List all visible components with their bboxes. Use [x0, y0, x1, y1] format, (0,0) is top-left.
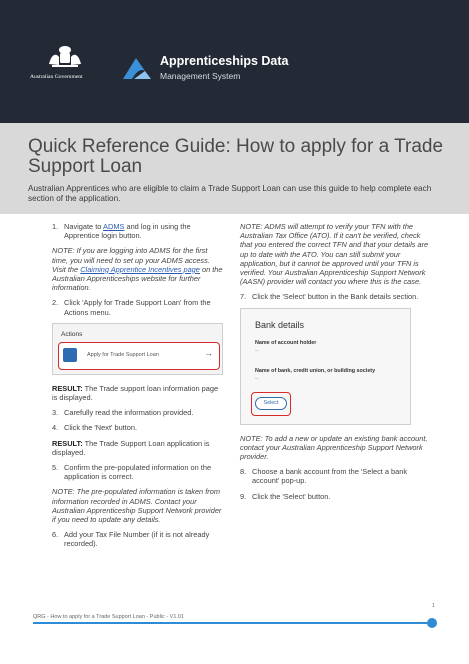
footer-dot	[427, 618, 437, 628]
step-text	[64, 222, 223, 240]
australian-government-logo	[30, 44, 100, 88]
step-number: 7.	[240, 292, 247, 302]
bank-details-title: Bank details	[255, 319, 305, 330]
step-text: Click 'Apply for Trade Support Loan' from the Actions menu.	[64, 298, 211, 317]
bank-name-label: Name of bank, credit union, or building society	[255, 367, 376, 374]
note-1-pre: NOTE: If you are logging into ADMS for the first time, you will need to set up your ADMS access. Visit the	[52, 246, 210, 274]
step-text: Choose a bank account from the 'Select a bank account' pop-up.	[252, 467, 408, 486]
select-button[interactable]: Select	[255, 397, 287, 410]
result-1	[52, 384, 223, 402]
note-first-login	[52, 246, 223, 292]
left-column	[52, 222, 223, 555]
government-label: Australian Government	[30, 74, 83, 80]
result-label: RESULT:	[52, 438, 83, 448]
page-title: Quick Reference Guide: How to apply for a Trade Support Loan	[28, 136, 444, 177]
step-8	[240, 467, 432, 485]
step-text: Click the 'Select' button.	[252, 491, 331, 501]
actions-item-label: Apply for Trade Support Loan	[87, 351, 159, 358]
app-title: Apprenticeships Data	[160, 54, 289, 68]
actions-menu-screenshot	[52, 323, 223, 375]
page-number: 1	[432, 603, 435, 609]
coat-of-arms-icon	[46, 44, 84, 70]
note-1-post: on the Australian Apprenticeships website for further information.	[52, 264, 223, 293]
bank-name-value: --	[255, 375, 259, 382]
step-text: Add your Tax File Number (if it is not already recorded).	[64, 530, 210, 549]
result-text: The Trade support loan information page is displayed.	[52, 383, 219, 403]
step-text: Click the 'Select' button in the Bank details section.	[252, 292, 419, 302]
step-text: Confirm the pre-populated information on the application is correct.	[64, 463, 212, 482]
intro-text: Australian Apprentices who are eligible to claim a Trade Support Loan can use this guide to help complete each section of the application.	[28, 184, 432, 203]
adms-link[interactable]: ADMS	[103, 222, 125, 231]
step-5	[52, 463, 223, 481]
app-subtitle: Management System	[160, 71, 241, 81]
step-1	[52, 222, 223, 240]
step-number: 3.	[52, 408, 59, 418]
apply-trade-support-loan-item[interactable]	[58, 342, 220, 370]
note-tfn-verification: NOTE: ADMS will attempt to verify your TFN with the Australian Tax Office (ATO). If it can't be verified, check that you entered the correct TFN and that your details are up to date with the ATO. You can still submit your application, but it cannot be approved until your TFN is verified. Your Australian Apprenticeship Support Network (AASN) provider will contact you where this is the case.	[240, 222, 429, 287]
step-2	[52, 298, 223, 316]
bank-details-screenshot	[240, 308, 411, 425]
step-9	[240, 492, 432, 501]
step-text: Carefully read the information provided.	[64, 408, 194, 418]
result-2	[52, 439, 223, 457]
step-3	[52, 408, 223, 417]
actions-heading: Actions	[61, 330, 83, 338]
step-number: 4.	[52, 423, 59, 433]
footer-text: QRG - How to apply for a Trade Support Loan - Public - V1.01	[33, 614, 185, 620]
step-number: 1.	[52, 222, 59, 231]
step-number: 5.	[52, 463, 59, 473]
right-column	[240, 222, 432, 507]
account-holder-value: --	[255, 347, 259, 354]
step-6	[52, 530, 223, 548]
document-icon	[63, 348, 77, 362]
result-label: RESULT:	[52, 383, 83, 393]
note-bank-update: NOTE: To add a new or update an existing bank account, contact your Australian Apprenticeship Support Network provider.	[240, 433, 428, 462]
step-7	[240, 292, 432, 301]
note-prepopulated: NOTE: The pre-populated information is taken from information recorded in ADMS. Contact your Australian Apprenticeship Support Network provider if you need to update any details.	[52, 487, 222, 525]
step-number: 2.	[52, 298, 59, 308]
result-text: The Trade Support Loan application is displayed.	[52, 438, 210, 457]
step-1-post: and log in using the Apprentice login button.	[64, 222, 191, 241]
footer-rule	[33, 622, 432, 624]
step-number: 9.	[240, 491, 247, 501]
step-number: 6.	[52, 530, 59, 540]
step-text: Click the 'Next' button.	[64, 423, 138, 433]
adms-logo-icon	[119, 55, 155, 81]
step-1-pre: Navigate to	[64, 222, 104, 231]
step-4	[52, 423, 223, 432]
step-number: 8.	[240, 467, 247, 477]
arrow-right-icon: →	[204, 347, 213, 358]
account-holder-label: Name of account holder	[255, 339, 317, 346]
claiming-incentives-link[interactable]: Claiming Apprentice Incentives page	[80, 264, 200, 274]
